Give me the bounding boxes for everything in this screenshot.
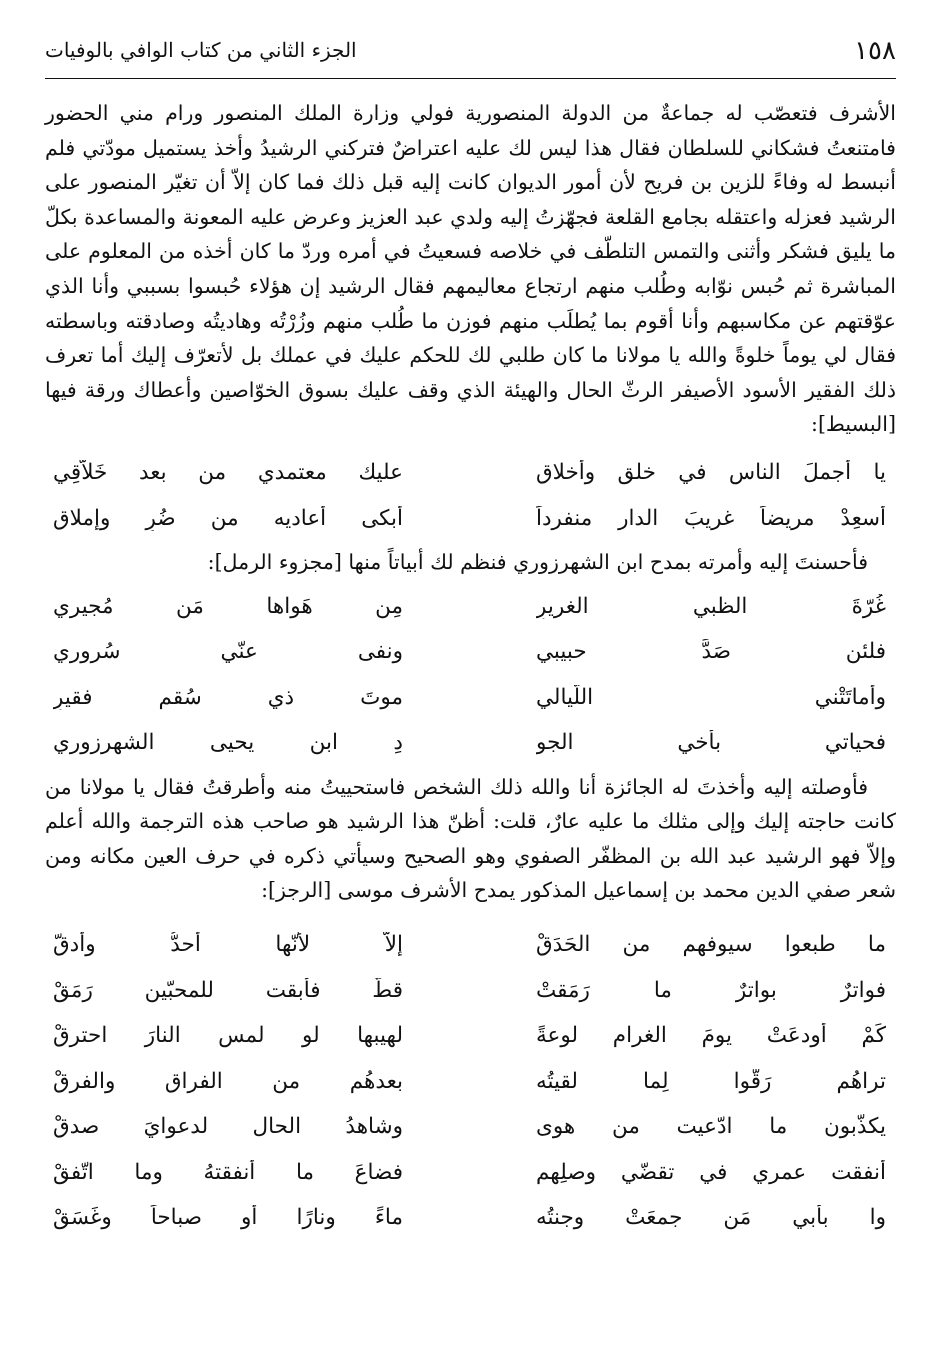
verse-line bbox=[45, 720, 896, 766]
verse-first-hemistich: فواترٌ بواترٌ ما رَمَقتْ bbox=[536, 977, 886, 1003]
verse-second-hemistich: عليك معتمدي من بعد خَلاّقِي bbox=[53, 460, 403, 486]
prose-paragraph-1: الأشرف فتعصّب له جماعةٌ من الدولة المنصورية فولي وزارة الملك المنصور ورام مني الحضور فامتنعتُ فشكاني للسلطان فقال هذا ليس لك عليه اعتراضٌ فتركني الرشيدُ وأخذ يستميل مودّتي فلم أنبسط له وفاءً للزين بن فريح لأن أمور الديوان كانت إليه قبل ذلك فما كان إلاّ أن تغيّر المنصور على الرشيد فعزله واعتقله بجامع القلعة فجهّزتُ إليه ولدي عبد العزيز وعرض عليه المعونة والمساعدة بكلّ ما يليق فشكر وأثنى والتمس التلطّف في خلاصه فسعيتُ في أمره وردّ ما كان أخذه من المعلوم على المباشرة ثم حُبس نوّابه وطُلب منهم ارتجاع معاليمهم فقال الرشيد إن هؤلاء حُبسوا بسببي وأنا الذي عوّقتهم عن مكاسبهم وأنا أقوم بما يُطلَب منهم فوزن ما طُلب منهم وزُرْتُه وهاديتُه وصادقته وباسطته فقال لي يوماً خلوةً والله يا مولانا ما كان طلبي لك للحكم عليك في عملك بل لأتعرّف إليك أما تعرف ذلك الفقير الأسود الأصيفر الرثّ الحال والهيئة الذي وقف عليك بسوق الخوّاصين وأعطاك ورقة فيها [البسيط]: bbox=[45, 101, 896, 437]
page-number: ١٥٨ bbox=[854, 36, 896, 66]
verse-first-hemistich: فلئن صَدَّ حبيبي bbox=[536, 639, 886, 665]
verse-second-hemistich: قطّ فأبقت للمحبّين رَمَقْ bbox=[53, 977, 403, 1003]
verse-first-hemistich: أنفقت عمري في تقضّي وصلِهم bbox=[536, 1159, 886, 1185]
verse-second-hemistich: فضاعَ ما أنفقتهُ وما اتّفقْ bbox=[53, 1159, 403, 1185]
verse-first-hemistich: غُرّةَ الظبيِ الغريرِ bbox=[536, 593, 886, 619]
page-header bbox=[45, 28, 896, 79]
verse-second-hemistich: أبكى أعاديه من ضُرٍ وإملاقِ bbox=[53, 505, 403, 531]
verse-second-hemistich: دِ ابن يحيى الشهرزوري bbox=[53, 730, 403, 756]
verse-line bbox=[45, 1058, 896, 1104]
verse-second-hemistich: وشاهدُ الحال لدعوايَ صدقْ bbox=[53, 1114, 403, 1140]
page-body bbox=[45, 96, 896, 1240]
running-title: الجزء الثاني من كتاب الوافي بالوفيات bbox=[45, 38, 357, 62]
prose-paragraph-3: فأوصلته إليه وأخذتَ له الجائزة أنا والله ذلك الشخص فاستحييتُ منه وأطرقتُ فقال يا مولانا من كانت حاجته إليك وإلى مثلك ما عليه عارٌ، قلت: أظنّ هذا الرشيد هو صاحب هذه الترجمة والله أعلم وإلاّ فهو الرشيد عبد الله بن المظفّر الصفوي وهو الصحيح وسيأتي ذكره في حرف العين مكانه ومن شعر صفي الدين محمد بن إسماعيل المذكور يمدح الأشرف موسى [الرجز]: bbox=[45, 774, 896, 903]
verse-line bbox=[45, 584, 896, 630]
verse-line bbox=[45, 629, 896, 675]
verse-first-hemistich: يكذّبون ما ادّعيت من هوى bbox=[536, 1114, 886, 1140]
verse-first-hemistich: كَمْ أودعَتْ يومَ الغرام لوعةً bbox=[536, 1023, 886, 1049]
verse-line bbox=[45, 1149, 896, 1195]
verse-second-hemistich: موتَ ذي سُقمٍ فقيرِ bbox=[53, 684, 403, 710]
verse-line bbox=[45, 495, 896, 541]
prose-paragraph-2: فأحسنتَ إليه وأمرته بمدح ابن الشهرزوري فنظم لك أبياتاً منها [مجزوء الرمل]: bbox=[207, 549, 868, 574]
verse-second-hemistich: إلاّ لأنّها أحدُّ وأدقّ bbox=[53, 932, 403, 958]
verse-first-hemistich: فحياتي بأخي الجو bbox=[536, 730, 886, 756]
verse-first-hemistich: وأماتَتْني اللّيالي bbox=[536, 684, 886, 710]
verse-second-hemistich: مِن هَواها مَن مُجيري bbox=[53, 593, 403, 619]
poem-ramal bbox=[45, 584, 896, 766]
verse-line bbox=[45, 675, 896, 721]
verse-line bbox=[45, 1013, 896, 1059]
verse-first-hemistich: تراهُم رَقّوا لِما لقيتُه bbox=[536, 1068, 886, 1094]
verse-line bbox=[45, 1195, 896, 1241]
verse-line bbox=[45, 967, 896, 1013]
poem-rajaz bbox=[45, 922, 896, 1241]
verse-line bbox=[45, 450, 896, 496]
verse-line bbox=[45, 1104, 896, 1150]
verse-second-hemistich: ماءً ونارًا أو صباحاً وغَسَقْ bbox=[53, 1205, 403, 1231]
verse-second-hemistich: لهيبها لو لمس النارَ احترقْ bbox=[53, 1023, 403, 1049]
verse-first-hemistich: ما طبعوا سيوفهم من الحَدَقْ bbox=[536, 932, 886, 958]
verse-first-hemistich: أسعِدْ مريضاً غريبَ الدار منفرداً bbox=[536, 505, 886, 531]
verse-second-hemistich: بعدهُم من الفراق والفرقْ bbox=[53, 1068, 403, 1094]
verse-line bbox=[45, 922, 896, 968]
verse-second-hemistich: ونفى عنّي سُروري bbox=[53, 639, 403, 665]
poem-basit bbox=[45, 450, 896, 541]
verse-first-hemistich: وا بأبي مَن جمعَتْ وجنتُه bbox=[536, 1205, 886, 1231]
verse-first-hemistich: يا أجملَ الناس في خلقٍ وأخلاقِ bbox=[536, 460, 886, 486]
